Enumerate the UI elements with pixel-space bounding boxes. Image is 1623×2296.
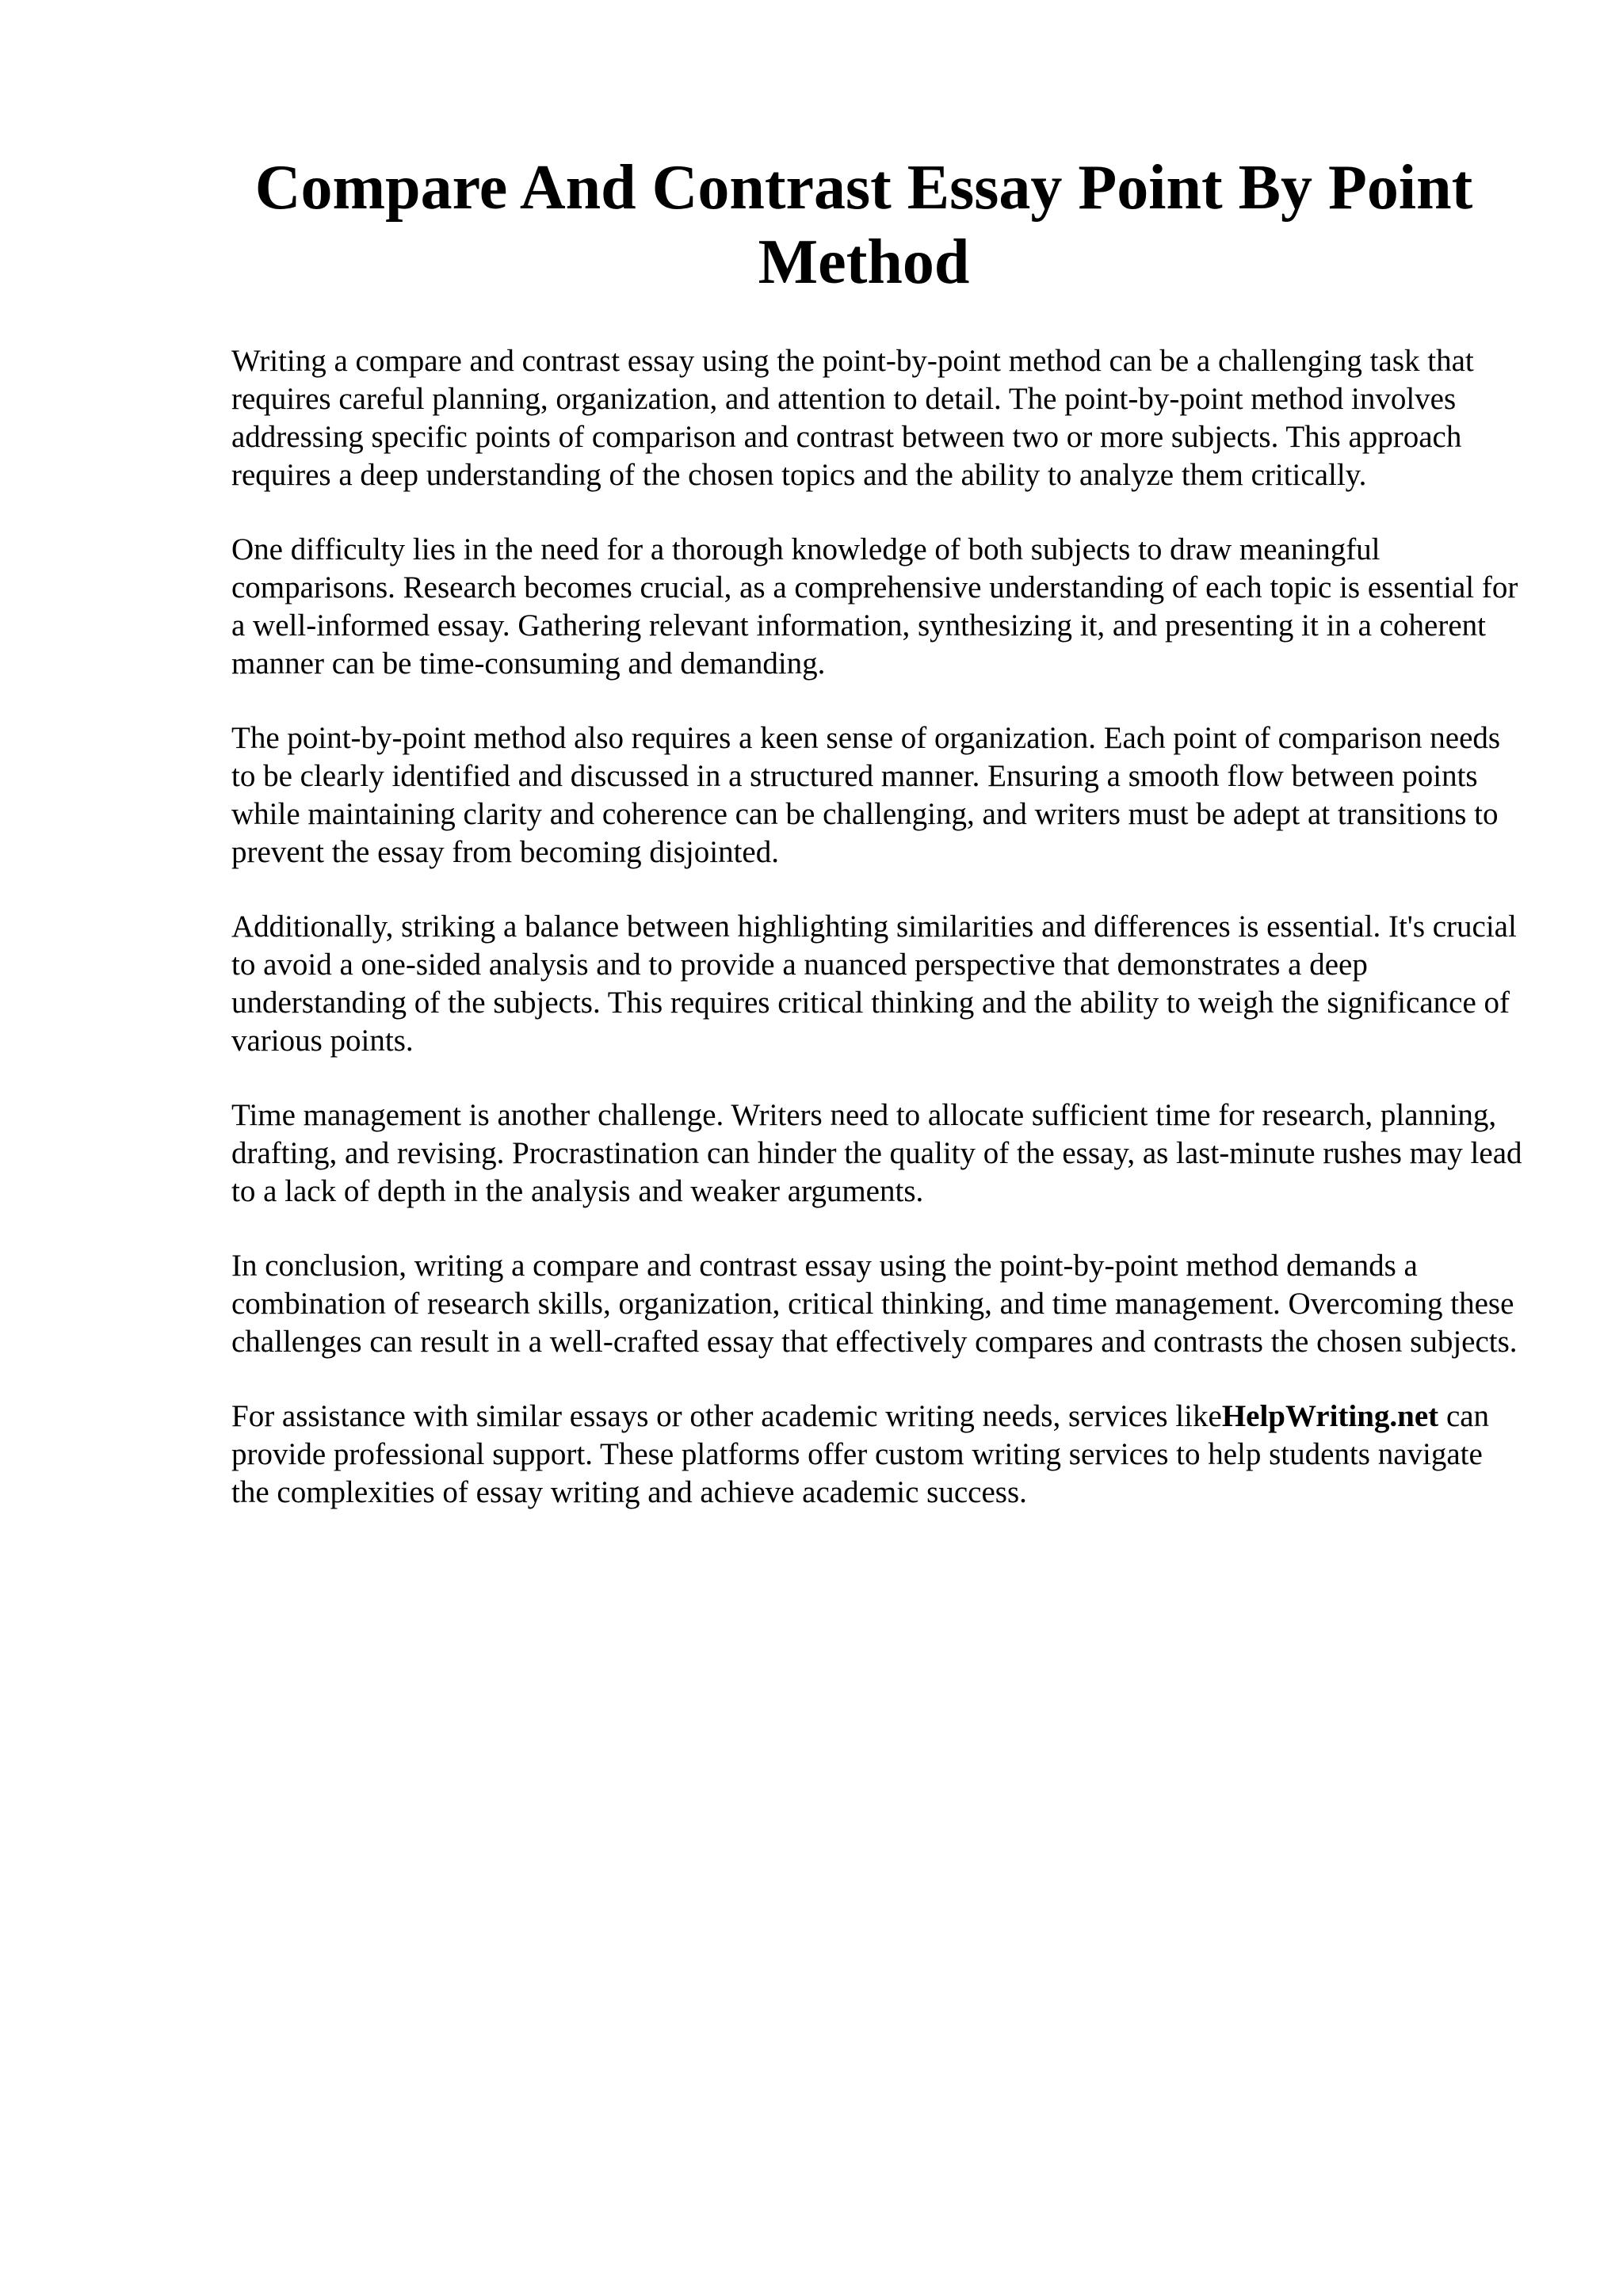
paragraph-intro: Writing a compare and contrast essay using the point-by-point method can be a challenging task that requires careful planning, organization, and attention to detail. The point-by-point method involves addressing specific points of comparison and contrast between two or more subjects. This approach requires a deep understanding of the chosen topics and the ability to analyze them critically. xyxy=(231,344,1474,492)
paragraph-organization: The point-by-point method also requires a keen sense of organization. Each point of comparison needs to be clearly identified and discussed in a structured manner. Ensuring a smooth flow between points while maintaining clarity and coherence can be challenging, and writers must be adept at transitions to prevent the essay from becoming disjointed. xyxy=(231,721,1501,869)
document-body xyxy=(231,342,1523,1548)
assistance-text-after: can provide professional support. These platforms offer custom writing services to help students navigate the complexities of essay writing and achieve academic success. xyxy=(231,1399,1490,1509)
paragraph-research: One difficulty lies in the need for a thorough knowledge of both subjects to draw meaningful comparisons. Research becomes crucial, as a comprehensive understanding of each topic is essential for a well-informed essay. Gathering relevant information, synthesizing it, and presenting it in a coherent manner can be time-consuming and demanding. xyxy=(231,532,1518,681)
paragraph-balance: Additionally, striking a balance between highlighting similarities and differences is essential. It's crucial to avoid a one-sided analysis and to provide a nuanced perspective that demonstrates a deep understanding of the subjects. This requires critical thinking and the ability to weigh the significance of various points. xyxy=(231,910,1517,1058)
assistance-text-before: For assistance with similar essays or other academic writing needs, services like xyxy=(231,1399,1222,1433)
document-title: Compare And Contrast Essay Point By Point Method xyxy=(254,153,1473,297)
paragraph-assistance xyxy=(231,1398,1523,1512)
brand-link[interactable]: HelpWriting.net xyxy=(1221,1399,1439,1433)
paragraph-conclusion: In conclusion, writing a compare and contrast essay using the point-by-point method demands a combination of research skills, organization, critical thinking, and time management. Overcoming these challenges can result in a well-crafted essay that effectively compares and contrasts the chosen subjects. xyxy=(231,1249,1518,1359)
paragraph-time-management: Time management is another challenge. Writers need to allocate sufficient time for research, planning, drafting, and revising. Procrastination can hinder the quality of the essay, as last-minute rushes may lead to a lack of depth in the analysis and weaker arguments. xyxy=(231,1098,1522,1208)
